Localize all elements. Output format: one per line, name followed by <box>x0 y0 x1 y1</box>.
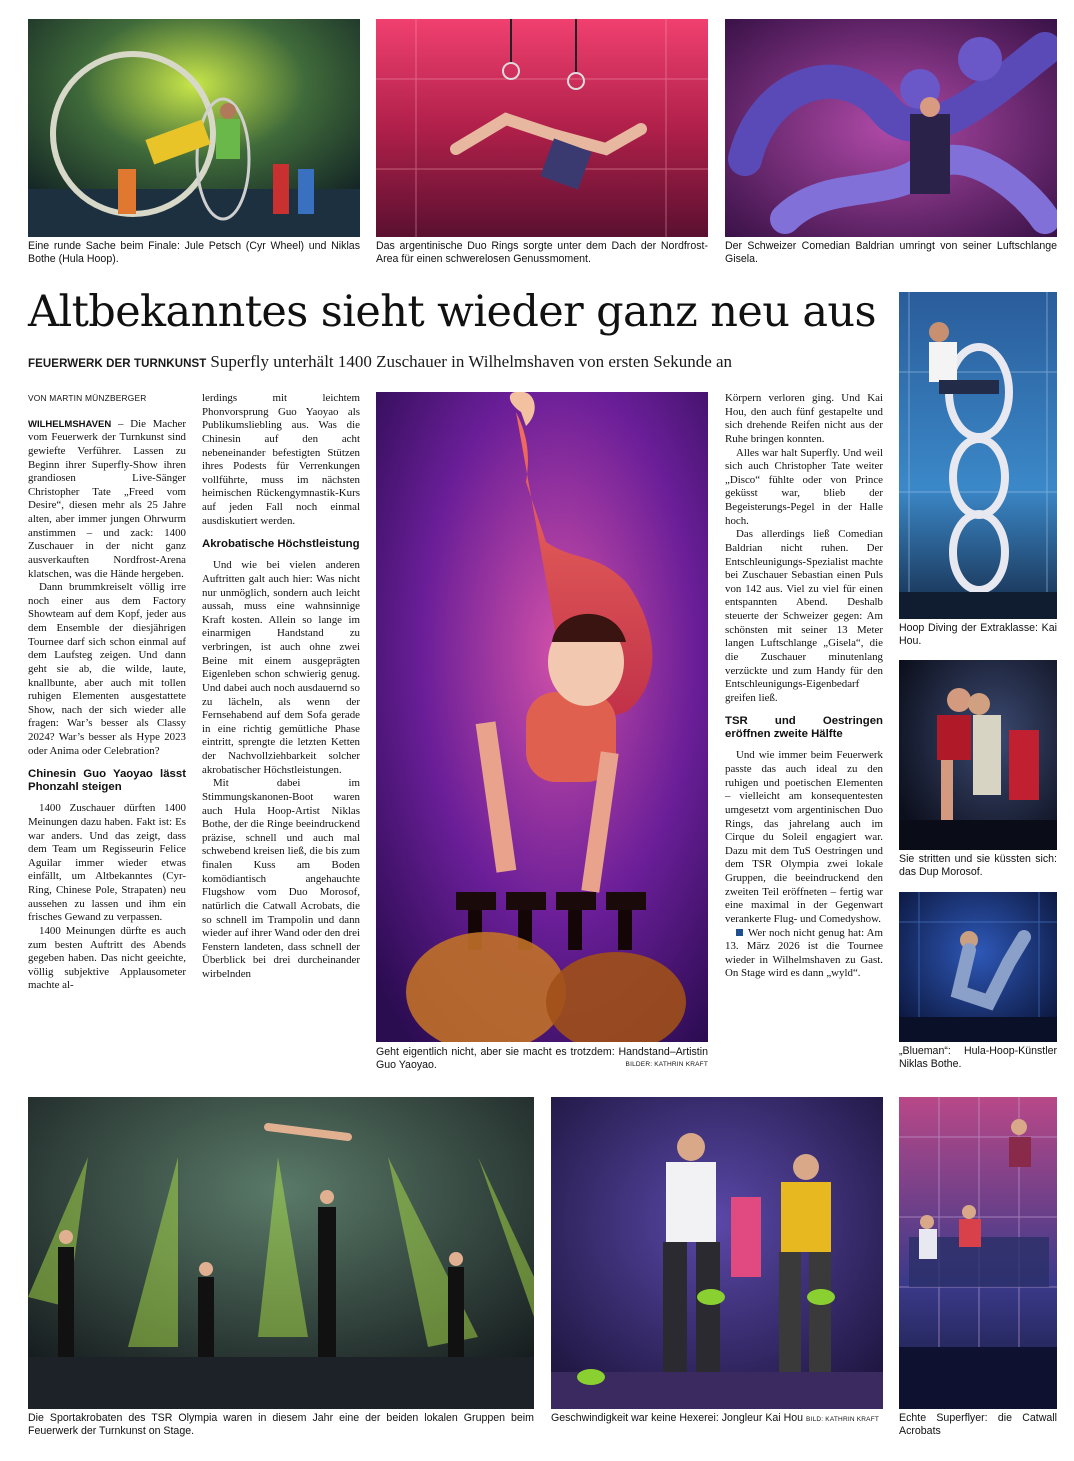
photo-catwall-acrobats <box>899 1097 1057 1409</box>
photo-image <box>899 1097 1057 1409</box>
caption-right-3: „Blueman“: Hula-Hoop-Künstler Niklas Bothe. <box>899 1045 1057 1070</box>
article-column-2 <box>202 392 360 982</box>
photo-credit-bottom: BILD: KATHRIN KRAFT <box>806 1416 880 1423</box>
photo-credit: BILDER: KATHRIN KRAFT <box>625 1061 708 1068</box>
photo-cyr-wheel-finale <box>28 19 360 237</box>
subheadline <box>28 352 732 372</box>
caption-right-2: Sie stritten und sie küssten sich: das Dup Morosof. <box>899 853 1057 878</box>
photo-image <box>376 392 708 1042</box>
subheading-1: Chinesin Guo Yaoyao lässt Phonzahl steigen <box>28 768 186 794</box>
article-column-3 <box>725 392 883 981</box>
end-marker-icon <box>736 929 743 936</box>
photo-hoop-diving <box>899 292 1057 619</box>
photo-image <box>899 892 1057 1042</box>
caption-top-2: Das argentinische Duo Rings sorgte unter dem Dach der Nordfrost-Area für einen schwerelosen Genussmoment. <box>376 240 708 265</box>
byline: VON MARTIN MÜNZBERGER <box>28 393 147 403</box>
photo-duo-rings <box>376 19 708 237</box>
caption-bottom-1: Die Sportakrobaten des TSR Olympia waren in diesem Jahr eine der beiden lokalen Gruppen beim Feuerwerk der Turnkunst on Stage. <box>28 1412 534 1437</box>
photo-baldrian-luftschlange <box>725 19 1057 237</box>
article-column-1 <box>28 392 186 993</box>
col3-paragraph-2: Alles war halt Superfly. Und weil sich auch Christopher Tate weiter „Disco“ fühlte oder von Prince geküsst war, blieb der Begeisterungs-Pegel in der Halle hoch. <box>725 446 883 527</box>
col1-paragraph-4: 1400 Meinungen dürfte es auch zum besten Auftritt des Abends gegeben haben. Das nicht geeichte, völlig subjektive Applausometer machte al- <box>28 924 186 992</box>
caption-bottom-2-text: Geschwindigkeit war keine Hexerei: Jongleur Kai Hou <box>551 1412 804 1424</box>
photo-guo-yaoyao-handstand <box>376 392 708 1042</box>
photo-blueman <box>899 892 1057 1042</box>
subheading-3: TSR und Oestringen eröffnen zweite Hälfte <box>725 715 883 741</box>
col3-paragraph-1: Körpern verloren ging. Und Kai Hou, den auch fünf gestapelte und sich drehende Reifen nicht aus der Ruhe bringen konnten. <box>725 392 883 445</box>
photo-image <box>725 19 1057 237</box>
col1-paragraph-2: Dann brummkreiselt völlig irre noch einer aus dem Factory Showteam auf dem Kopf, jeder aus dem Ensemble der diesjährigen Tournee darf sich schon einmal auf dem Laufsteg zeigen. Und dann geht sie ab, die wilde, laute, knallbunte, aber auch mit tollen ruhigen Elementen ausgestattete Show, nach der sich wieder alle fragen: War’s besser als Classy 2024? War’s besser als Hype 2023 oder Anima oder Celebration? <box>28 581 186 757</box>
kicker: FEUERWERK DER TURNKUNST <box>28 358 207 370</box>
col3-paragraph-4: Und wie immer beim Feuerwerk passte das auch ideal zu den ruhigen und poetischen Elementen – vielleicht am konsequentesten umgesetzt vom argentinischen Duo Rings, das jahrelang auch im Cirque du Soleil engagiert war. Dazu mit dem TuS Oestringen und dem TSR Olympia zwei lokale Gruppen, die beeindruckend den zweiten Teil eröffneten – fertig war eine maximal in der Gegenwart verankerte Flug- und Comedyshow. <box>725 749 883 925</box>
deck: Superfly unterhält 1400 Zuschauer in Wilhelmshaven von ersten Sekunde an <box>210 352 733 371</box>
photo-image <box>28 1097 534 1409</box>
photo-image <box>899 292 1057 619</box>
dateline: WILHELMSHAVEN <box>28 418 112 430</box>
subheading-2: Akrobatische Höchstleistung <box>202 538 360 551</box>
col1-paragraph-1: – Die Macher vom Feuerwerk der Turnkunst sind gewiefte Verführer. Lassen zu Beginn ihrer Superfly-Show ihren grandiosen Live-Sänger Christopher Tate „Freed vom Desire“, diesen mehr als 25 Jahre alten, aber immer jungen Ohrwurm anstimmen – und zack: 1400 Zuschauer in der nicht ganz ausverkauften Nordfrost-Arena klatschen, was die Hände hergeben. <box>28 417 186 580</box>
photo-image <box>376 19 708 237</box>
caption-right-1: Hoop Diving der Extraklasse: Kai Hou. <box>899 622 1057 647</box>
photo-tsr-olympia-acrobats <box>28 1097 534 1409</box>
photo-image <box>28 19 360 237</box>
col3-paragraph-5: Wer noch nicht genug hat: Am 13. März 2026 ist die Tournee wieder in Wilhelmshaven zu Gast. On Stage wird es dann „wyld“. <box>725 926 883 980</box>
photo-image <box>899 660 1057 850</box>
caption-top-3: Der Schweizer Comedian Baldrian umringt von seiner Luftschlange Gisela. <box>725 240 1057 265</box>
caption-top-1: Eine runde Sache beim Finale: Jule Petsch (Cyr Wheel) und Niklas Bothe (Hula Hoop). <box>28 240 360 265</box>
col2-paragraph-2: Und wie bei vielen anderen Auftritten galt auch hier: Was nicht nur unmöglich, sondern auch leicht aussah, muss eine wahnsinnige Kraft kosten. Allein so lange im einarmigen Handstand zu verbringen, ist auch ohne zwei Beine mit einem ausgeprägten Eigenleben schon schwierig genug. Und dabei auch noch ausdauernd so zu lächeln, als wenn der Fernsehabend auf dem Sofa gerade in eine richtig gemütliche Phase eintritt, sprengte die letzten Ketten der Nachvollziehbarkeit solcher akrobatischer Höchstleistungen. <box>202 559 360 776</box>
col2-paragraph-1: lerdings mit leichtem Phonvorsprung Guo Yaoyao als Publikumsliebling aus. Was die Chinesin auf den acht nebeneinander befestigten Stützen ihres Podests für Verrenkungen vollführte, muss im nächsten heimischen Rückengymnastik-Kurs auf jeden Fall noch einmal ausdiskutiert werden. <box>202 392 360 527</box>
caption-bottom-3: Echte Superflyer: die Catwall Acrobats <box>899 1412 1057 1437</box>
col3-paragraph-3: Das allerdings ließ Comedian Baldrian nicht ruhen. Der Entschleunigungs-Spezialist machte bei Zuschauer Sebastian einen Puls von 142 aus. Viel zu viel für einen entspannten Abend. Deshalb steuerte der Schweizer gegen: Am schönsten mit seiner 13 Meter langen Luftschlange „Gisela“, die die Zuschauer minutenlang verzückte und zum Handy für den Entschleunigungs-Eigenbedarf greifen ließ. <box>725 528 883 704</box>
headline: Altbekanntes sieht wieder ganz neu aus <box>28 287 876 337</box>
caption-center-text: Geht eigentlich nicht, aber sie macht es trotzdem: Handstand–Artistin Guo Yaoyao. <box>376 1046 708 1071</box>
photo-jongleur-kai-hou <box>551 1097 883 1409</box>
photo-duo-morosof <box>899 660 1057 850</box>
photo-image <box>551 1097 883 1409</box>
col1-paragraph-3: 1400 Zuschauer dürften 1400 Meinungen dazu haben. Fakt ist: Es war anders. Und das zeigt, dass dem Team um Regisseurin Felice Aguilar immer wieder etwas einfällt, um Altbekanntes (Cyr-Ring, Chinese Pole, Strapaten) neu aussehen zu lassen und ihm ein frisches Gewand zu verpassen. <box>28 802 186 924</box>
caption-center <box>376 1046 708 1072</box>
caption-bottom-2 <box>551 1412 883 1426</box>
col2-paragraph-3: Mit dabei im Stimmungskanonen-Boot waren auch Hula Hoop-Artist Niklas Bothe, der die Ringe beeindruckend präzise, schnell und auch mal schwebend kreisen ließ, die bis zum finalen Kuss am Boden komödiantisch angehauchte Flugshow vom Duo Morosof, natürlich die Catwall Acrobats, die so schnell im Trampolin und dann wieder auf ihrer Wand oder den drei Fenstern landeten, dass schnell der Überblick bei drei durcheinander wirbelnden <box>202 777 360 980</box>
